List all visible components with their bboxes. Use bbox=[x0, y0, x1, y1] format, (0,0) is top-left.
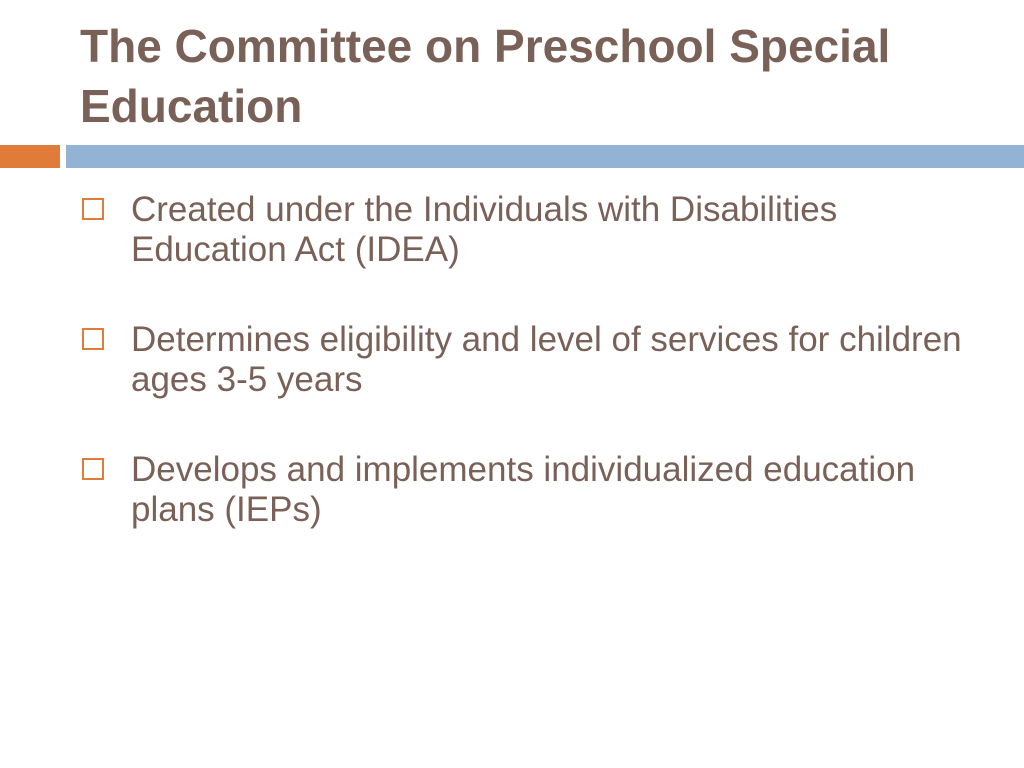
bullet-item bbox=[82, 320, 962, 400]
bullet-item bbox=[82, 450, 962, 530]
bullet-text: Determines eligibility and level of services for children ages 3-5 years bbox=[131, 320, 962, 399]
accent-bar-orange bbox=[0, 145, 60, 168]
bullet-text: Created under the Individuals with Disabilities Education Act (IDEA) bbox=[131, 190, 838, 269]
slide-title: The Committee on Preschool Special Education bbox=[80, 20, 891, 132]
hollow-square-icon bbox=[82, 198, 104, 220]
bullet-item bbox=[82, 190, 962, 270]
accent-bar-blue bbox=[66, 145, 1024, 168]
hollow-square-icon bbox=[82, 328, 104, 350]
bullet-list bbox=[82, 190, 962, 580]
hollow-square-icon bbox=[82, 458, 104, 480]
bullet-text: Develops and implements individualized education plans (IEPs) bbox=[131, 450, 916, 529]
